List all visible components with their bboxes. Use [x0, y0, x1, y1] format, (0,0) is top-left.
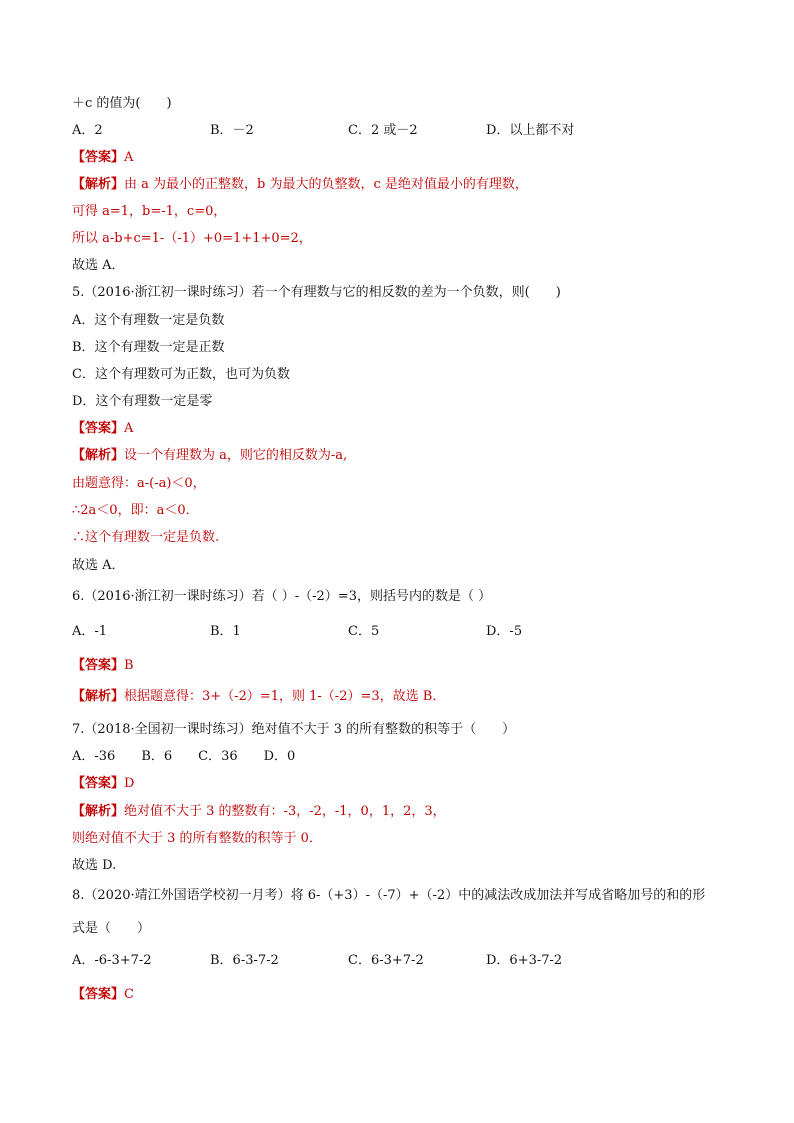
q4-answer [72, 150, 133, 166]
q8-answer [72, 987, 134, 1003]
analysis-text: 绝对值不大于 3 的整数有：-3，-2，-1，0，1，2，3， [124, 804, 446, 819]
q7-analysis-line: 则绝对值不大于 3 的所有整数的积等于 0． [72, 831, 322, 846]
q4-conclusion: 故选 A． [72, 258, 125, 273]
q4-stem-tail: ＋c 的值为( ) [72, 96, 172, 111]
q7-stem: 7.（2018·全国初一课时练习）绝对值不大于 3 的所有整数的积等于（ ） [72, 722, 516, 737]
q6-option-a: A．-1 [72, 624, 108, 639]
q5-analysis-line: ∴这个有理数一定是负数. [72, 530, 220, 545]
q5-option-d: D．这个有理数一定是零 [72, 394, 213, 409]
answer-tag: 【答案】 [72, 658, 125, 673]
q8-option-d: D．6+3-7-2 [486, 953, 563, 968]
analysis-text: 设一个有理数为 a，则它的相反数为-a, [124, 448, 348, 463]
q4-option-a: A．2 [72, 123, 103, 138]
q6-option-b: B．1 [210, 624, 241, 639]
q7-answer [72, 776, 134, 792]
q6-stem: 6.（2016·浙江初一课时练习）若（ ）-（-2）=3，则括号内的数是（ ） [72, 589, 492, 604]
answer-tag: 【答案】 [72, 987, 125, 1002]
q4-option-c: C．2 或－2 [348, 123, 418, 138]
q4-analysis-line: 所以 a-b+c=1-（-1）+0=1+1+0=2， [72, 231, 312, 246]
q5-analysis-line [72, 448, 347, 464]
answer-tag: 【答案】 [72, 421, 125, 436]
q6-option-d: D．-5 [486, 624, 523, 639]
q8-option-c: C．6-3+7-2 [348, 953, 424, 968]
answer-tag: 【答案】 [72, 150, 125, 165]
analysis-tag: 【解析】 [72, 689, 125, 704]
q5-analysis-line: ∴2a＜0，即：a＜0． [72, 503, 199, 518]
q8-stem-line2: 式是（ ） [72, 921, 151, 936]
answer-value: A [124, 150, 134, 165]
analysis-tag: 【解析】 [72, 177, 125, 192]
q5-option-a: A．这个有理数一定是负数 [72, 313, 225, 328]
q4-option-d: D．以上都不对 [486, 123, 575, 138]
q4-analysis-line: 可得 a=1，b=-1，c=0， [72, 204, 227, 219]
q5-answer [72, 421, 133, 437]
q5-analysis-line: 由题意得：a-(-a)＜0， [72, 476, 206, 491]
answer-value: B [124, 658, 134, 673]
analysis-tag: 【解析】 [72, 804, 125, 819]
q8-option-b: B．6-3-7-2 [210, 953, 279, 968]
q5-option-c: C．这个有理数可为正数，也可为负数 [72, 367, 290, 382]
analysis-tag: 【解析】 [72, 448, 125, 463]
answer-tag: 【答案】 [72, 776, 125, 791]
answer-value: D [124, 776, 135, 791]
q4-analysis-line [72, 177, 528, 193]
q6-option-c: C．5 [348, 624, 380, 639]
q5-stem: 5.（2016·浙江初一课时练习）若一个有理数与它的相反数的差为一个负数，则( ) [72, 285, 561, 300]
q5-conclusion: 故选 A． [72, 558, 125, 573]
analysis-text: 根据题意得：3+（-2）=1，则 1-（-2）=3，故选 B． [124, 689, 446, 704]
q5-option-b: B．这个有理数一定是正数 [72, 340, 225, 355]
q6-answer [72, 658, 134, 674]
q7-conclusion: 故选 D. [72, 858, 117, 873]
q6-analysis-line [72, 689, 445, 705]
answer-value: C [124, 987, 134, 1002]
q8-option-a: A．-6-3+7-2 [72, 953, 152, 968]
q8-stem-line1: 8.（2020·靖江外国语学校初一月考）将 6-（+3）-（-7）+（-2）中的减法改成加法并写成省略加号的和的形 [72, 888, 706, 903]
analysis-text: 由 a 为最小的正整数，b 为最大的负整数，c 是绝对值最小的有理数， [124, 177, 528, 192]
answer-value: A [124, 421, 134, 436]
q7-options: A．-36 B．6 C．36 D．0 [72, 749, 296, 764]
q4-option-b: B．－2 [210, 123, 254, 138]
q7-analysis-line [72, 804, 446, 820]
